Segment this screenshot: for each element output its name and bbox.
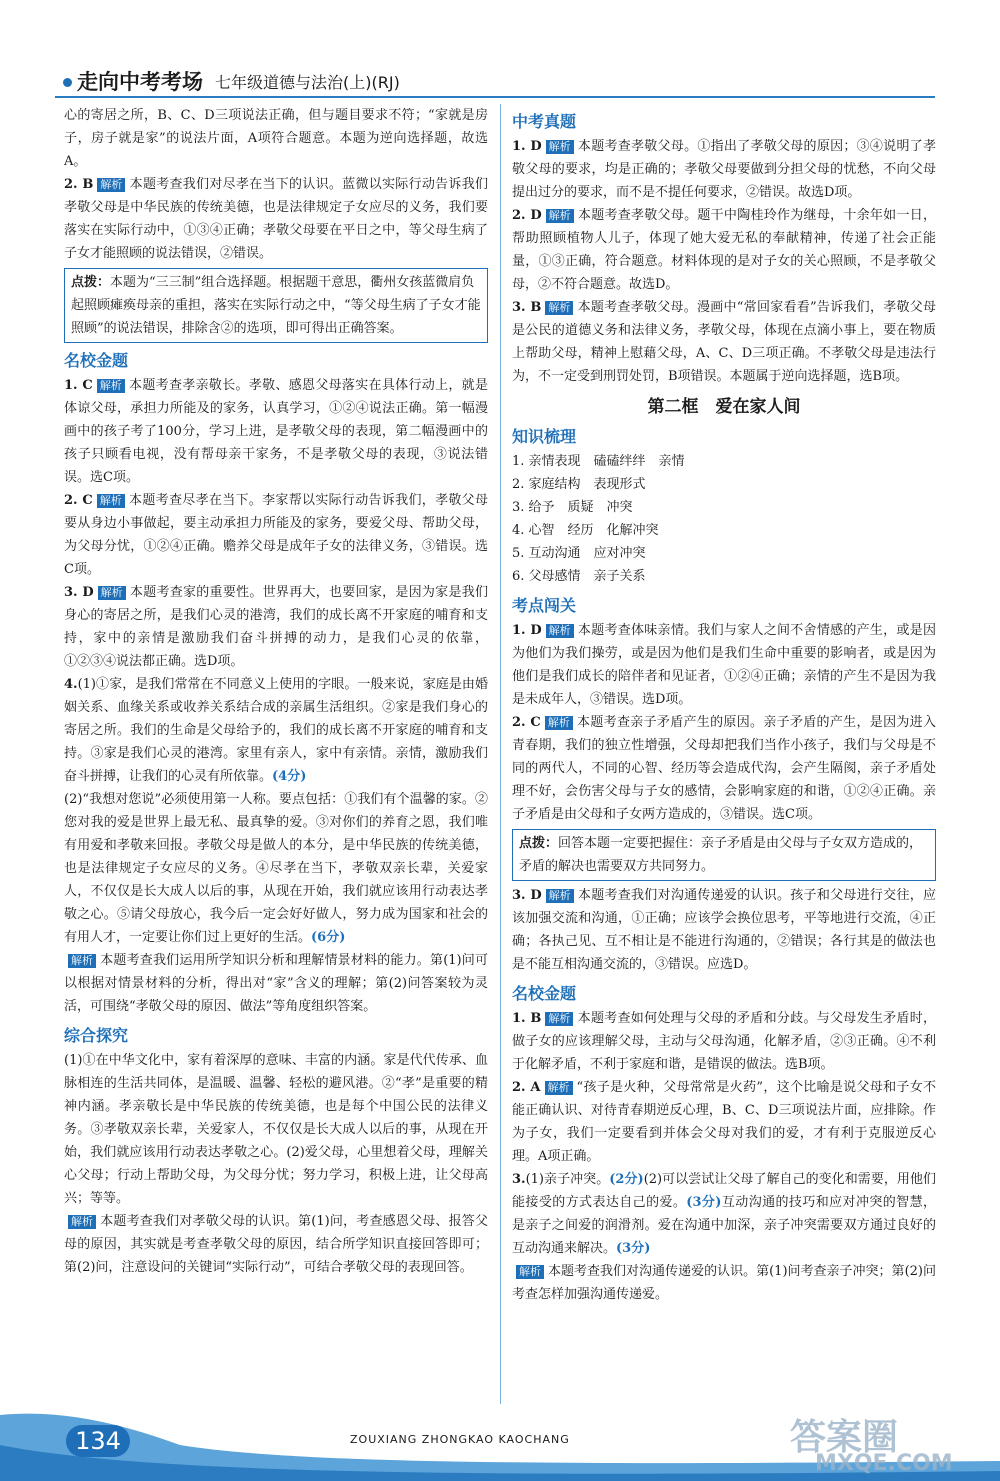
answer-item: 4.(1)①家，是我们常常在不同意义上使用的字眼。一般来说，家庭是由婚姻关系、血缘关系或收养关系结合成的亲属生活组织。②家是我们身心的寄居之所。我们的生命是父母给予的，我们的成长离不开家庭的哺育和支持。③家是我们心灵的港湾。家里有亲人，家中有亲情。亲情，激励我们奋斗拼搏，让我们的心灵有所依靠。(4分): [64, 677, 488, 784]
analysis-tag: 解析: [546, 889, 574, 903]
watermark-url: MXQE.COM: [815, 1451, 953, 1476]
answer-item: 2. C 解析 本题考查亲子矛盾产生的原因。亲子矛盾的产生，是因为进入青春期，我们的独立性增强，父母却把我们当作小孩子，我们与父母是不同的两代人，不同的心智、经历等会造成代沟，会产生隔阂，亲子矛盾处理不好，会伤害父母与子女的感情，会影响家庭的和谐，①②④正确。亲子矛盾是由父母和子女两方造成的，③错误。选C项。: [512, 715, 936, 822]
knowledge-item: 2. 家庭结构 表现形式: [512, 477, 646, 492]
score: (3分): [686, 1195, 722, 1210]
score: (4分): [272, 769, 307, 784]
analysis-tag: 解析: [546, 209, 574, 223]
analysis-tag: 解析: [545, 1081, 573, 1095]
page-header: [55, 64, 935, 98]
answer-item: 1. C 解析 本题考查孝亲敬长。孝敬、感恩父母落实在具体行动上，就是体谅父母，承担力所能及的家务，认真学习，①②④说法正确。第一幅漫画中的孩子考了100分，学习上进，是孝敬父母的表现，第二幅漫画中的孩子只顾看电视，没有帮母亲干家务，不是孝敬父母的表现，③说法错误。选C项。: [64, 378, 488, 485]
left-column: [64, 104, 488, 1279]
right-column: [512, 104, 936, 1306]
answer-item: 2. A 解析 “孩子是火种，父母常常是火药”，这个比喻是说父母和子女不能正确认识、对待青春期逆反心理，B、C、D三项说法片面，应排除。作为子女，我们一定要看到并体会父母对我们的爱，才有利于克服逆反心理。A项正确。: [512, 1080, 937, 1164]
analysis-tag: 解析: [68, 1215, 96, 1229]
answer-item: 1. B 解析 本题考查如何处理与父母的矛盾和分歧。与父母发生矛盾时，做子女的应该理解父母，主动与父母沟通，化解矛盾，②③正确。④不利于化解矛盾，不利于家庭和谐，是错误的做法。选B项。: [512, 1011, 936, 1072]
tip-box: 点拨：本题为“三三制”组合选择题。根据题干意思，衢州女孩蓝微肩负起照顾瘫痪母亲的重担，落实在实际行动之中，“等父母生病了子女才能照顾”的说法错误，排除含②的选项，即可得出正确答案。: [64, 268, 488, 343]
page-footer: [0, 1405, 1000, 1481]
book-title: 走向中考考场: [77, 70, 203, 94]
watermark: 答案圈: [790, 1417, 899, 1458]
score: (3分): [616, 1241, 651, 1256]
section-heading: 知识梳理: [512, 427, 577, 446]
answer-item: 2. D 解析 本题考查孝敬父母。题干中陶桂玲作为继母，十余年如一日，帮助照顾植物人儿子，体现了她大爱无私的奉献精神，传递了社会正能量，①③正确，符合题意。材料体现的是对子女的关心照顾，不是孝敬父母，②不符合题意。故选D。: [512, 208, 936, 292]
analysis-tag: 解析: [545, 301, 573, 315]
section-heading: 名校金题: [64, 351, 129, 370]
section-heading: 中考真题: [512, 112, 577, 131]
answer-item: 1. D 解析 本题考查体味亲情。我们与家人之间不舍情感的产生，或是因为他们为我们操劳，或是因为他们是我们生命中重要的影响者，或是因为他们是我们成长的陪伴者和见证者，①②④正确；亲情的产生不是因为我是未成年人，③错误。选D项。: [512, 623, 936, 707]
answer-item: 2. C 解析 本题考查尽孝在当下。李家帮以实际行动告诉我们，孝敬父母要从身边小事做起，要主动承担力所能及的家务，要爱父母、帮助父母，为父母分忧，①②④正确。赡养父母是成年子女的法律义务，③错误。选C项。: [64, 493, 488, 577]
answer-item: (1)①在中华文化中，家有着深厚的意味、丰富的内涵。家是代代传承、血脉相连的生活共同体，是温暖、温馨、轻松的避风港。②“孝”是重要的精神内涵。孝亲敬长是中华民族的传统美德，也是每个中国公民的法律义务。③孝敬双亲长辈，关爱家人，不仅仅是长大成人以后的事，从现在开始，我们就应该用行动表达孝敬之心。(2)爱父母，心里想着父母，理解关心父母；行动上帮助父母，为父母分忧；努力学习，积极上进，让父母高兴；等等。: [64, 1053, 488, 1206]
header-rule: [55, 96, 935, 98]
knowledge-item: 6. 父母感情 亲子关系: [512, 569, 646, 584]
section-heading: 考点闯关: [512, 596, 577, 615]
analysis-tag: 解析: [97, 178, 125, 192]
knowledge-item: 1. 亲情表现 磕磕绊绊 亲情: [512, 454, 685, 469]
analysis: 解析 本题考查我们对沟通传递爱的认识。第(1)问考查亲子冲突；第(2)问考查怎样加强沟通传递爱。: [512, 1264, 936, 1302]
tip-box: 点拨：回答本题一定要把握住：亲子矛盾是由父母与子女双方造成的，矛盾的解决也需要双方共同努力。: [512, 829, 936, 881]
answer-item: 3. B 解析 本题考查孝敬父母。漫画中“常回家看看”告诉我们，孝敬父母是公民的道德义务和法律义务，孝敬父母，体现在点滴小事上，要在物质上帮助父母，精神上慰藉父母，A、C、D三项正确。不孝敬父母是违法行为，不一定受到刑罚处罚，B项错误。本题属于逆向选择题，选B项。: [512, 300, 936, 384]
knowledge-item: 4. 心智 经历 化解冲突: [512, 523, 659, 538]
answer-item: 3. D 解析 本题考查家的重要性。世界再大，也要回家，是因为家是我们身心的寄居之所，是我们心灵的港湾，我们的成长离不开家庭的哺育和支持，家中的亲情是激励我们奋斗拼搏的动力，是我们心灵的依靠，①②③④说法都正确。选D项。: [64, 585, 488, 669]
answer-item: (2)“我想对您说”必须使用第一人称。要点包括：①我们有个温馨的家。②您对我的爱是世界上最无私、最真挚的爱。③对你们的养育之恩，我们唯有用爱和孝敬来回报。孝敬父母是做人的本分，是中华民族的传统美德，也是法律规定子女应尽的义务。④尽孝在当下，孝敬双亲长辈，关爱家人，不仅仅是长大成人以后的事，从现在开始，我们就应该用行动表达孝敬之心。⑤请父母放心，我今后一定会好好做人，努力成为国家和社会的有用人才，一定要让你们过上更好的生活。(6分): [64, 792, 488, 945]
answer-item: 3. D 解析 本题考查我们对沟通传递爱的认识。孩子和父母进行交往，应该加强交流和沟通，①正确；应该学会换位思考，平等地进行交流，④正确；各执己见、互不相让是不能进行沟通的，②错误；各行其是的做法也是不能互相沟通交流的，③错误。应选D。: [512, 888, 936, 972]
analysis-tag: 解析: [98, 586, 126, 600]
analysis-tag: 解析: [545, 1012, 573, 1026]
analysis: 解析 本题考查我们对孝敬父母的认识。第(1)问，考查感恩父母、报答父母的原因，其实就是考查孝敬父母的原因，结合所学知识直接回答即可；第(2)问，注意设问的关键词“实际行动”，可结合孝敬父母的表现回答。: [64, 1214, 488, 1275]
answer-item: 3.(1)亲子冲突。(2分)(2)可以尝试让父母了解自己的变化和需要，用他们能接受的方式表达自己的爱。(3分)互动沟通的技巧和应对冲突的智慧，是亲子之间爱的润滑剂。爱在沟通中加深，亲子冲突需要双方通过良好的互动沟通来解决。(3分): [512, 1172, 936, 1256]
knowledge-item: 5. 互动沟通 应对冲突: [512, 546, 646, 561]
continued-answer: 心的寄居之所，B、C、D三项说法正确，但与题目要求不符；“家就是房子，房子就是家”的说法片面，A项符合题意。本题为逆向选择题，故选A。: [64, 108, 488, 169]
bullet-icon: [63, 78, 72, 87]
section-heading: 名校金题: [512, 984, 577, 1003]
answer-item: 1. D 解析 本题考查孝敬父母。①指出了孝敬父母的原因；③④说明了孝敬父母的要求，均是正确的；孝敬父母要做到分担父母的忧愁，不向父母提出过分的要求，而不是不提任何要求，②错误。故选D项。: [512, 139, 936, 200]
page-number: 134: [66, 1425, 130, 1457]
footer-brand: ZOUXIANG ZHONGKAO KAOCHANG: [350, 1433, 570, 1446]
analysis-tag: 解析: [68, 954, 96, 968]
knowledge-item: 3. 给予 质疑 冲突: [512, 500, 633, 515]
book-subtitle: 七年级道德与法治(上)(RJ): [215, 73, 400, 92]
analysis-tag: 解析: [546, 624, 574, 638]
analysis-tag: 解析: [516, 1265, 544, 1279]
analysis-tag: 解析: [545, 716, 573, 730]
analysis-tag: 解析: [97, 494, 125, 508]
section-heading: 综合探究: [64, 1026, 129, 1045]
column-divider: [500, 104, 501, 1404]
analysis: 解析 本题考查我们运用所学知识分析和理解情景材料的能力。第(1)问可以根据对情景材料的分析，得出对“家”含义的理解；第(2)问答案较为灵活，可围绕“孝敬父母的原因、做法”等角度组织答案。: [64, 953, 488, 1014]
chapter-title: 第二框 爱在家人间: [647, 397, 801, 417]
analysis-tag: 解析: [97, 379, 125, 393]
score: (6分): [311, 930, 346, 945]
analysis-tag: 解析: [546, 140, 574, 154]
answer-item: 2. B 解析 本题考查我们对尽孝在当下的认识。蓝微以实际行动告诉我们孝敬父母是中华民族的传统美德，也是法律规定子女应尽的义务，我们要落实在实际行动中，①③④正确；孝敬父母要在平日之中，等父母生病了子女才能照顾的说法错误，②错误。: [64, 177, 488, 261]
score: (2分): [609, 1172, 644, 1187]
